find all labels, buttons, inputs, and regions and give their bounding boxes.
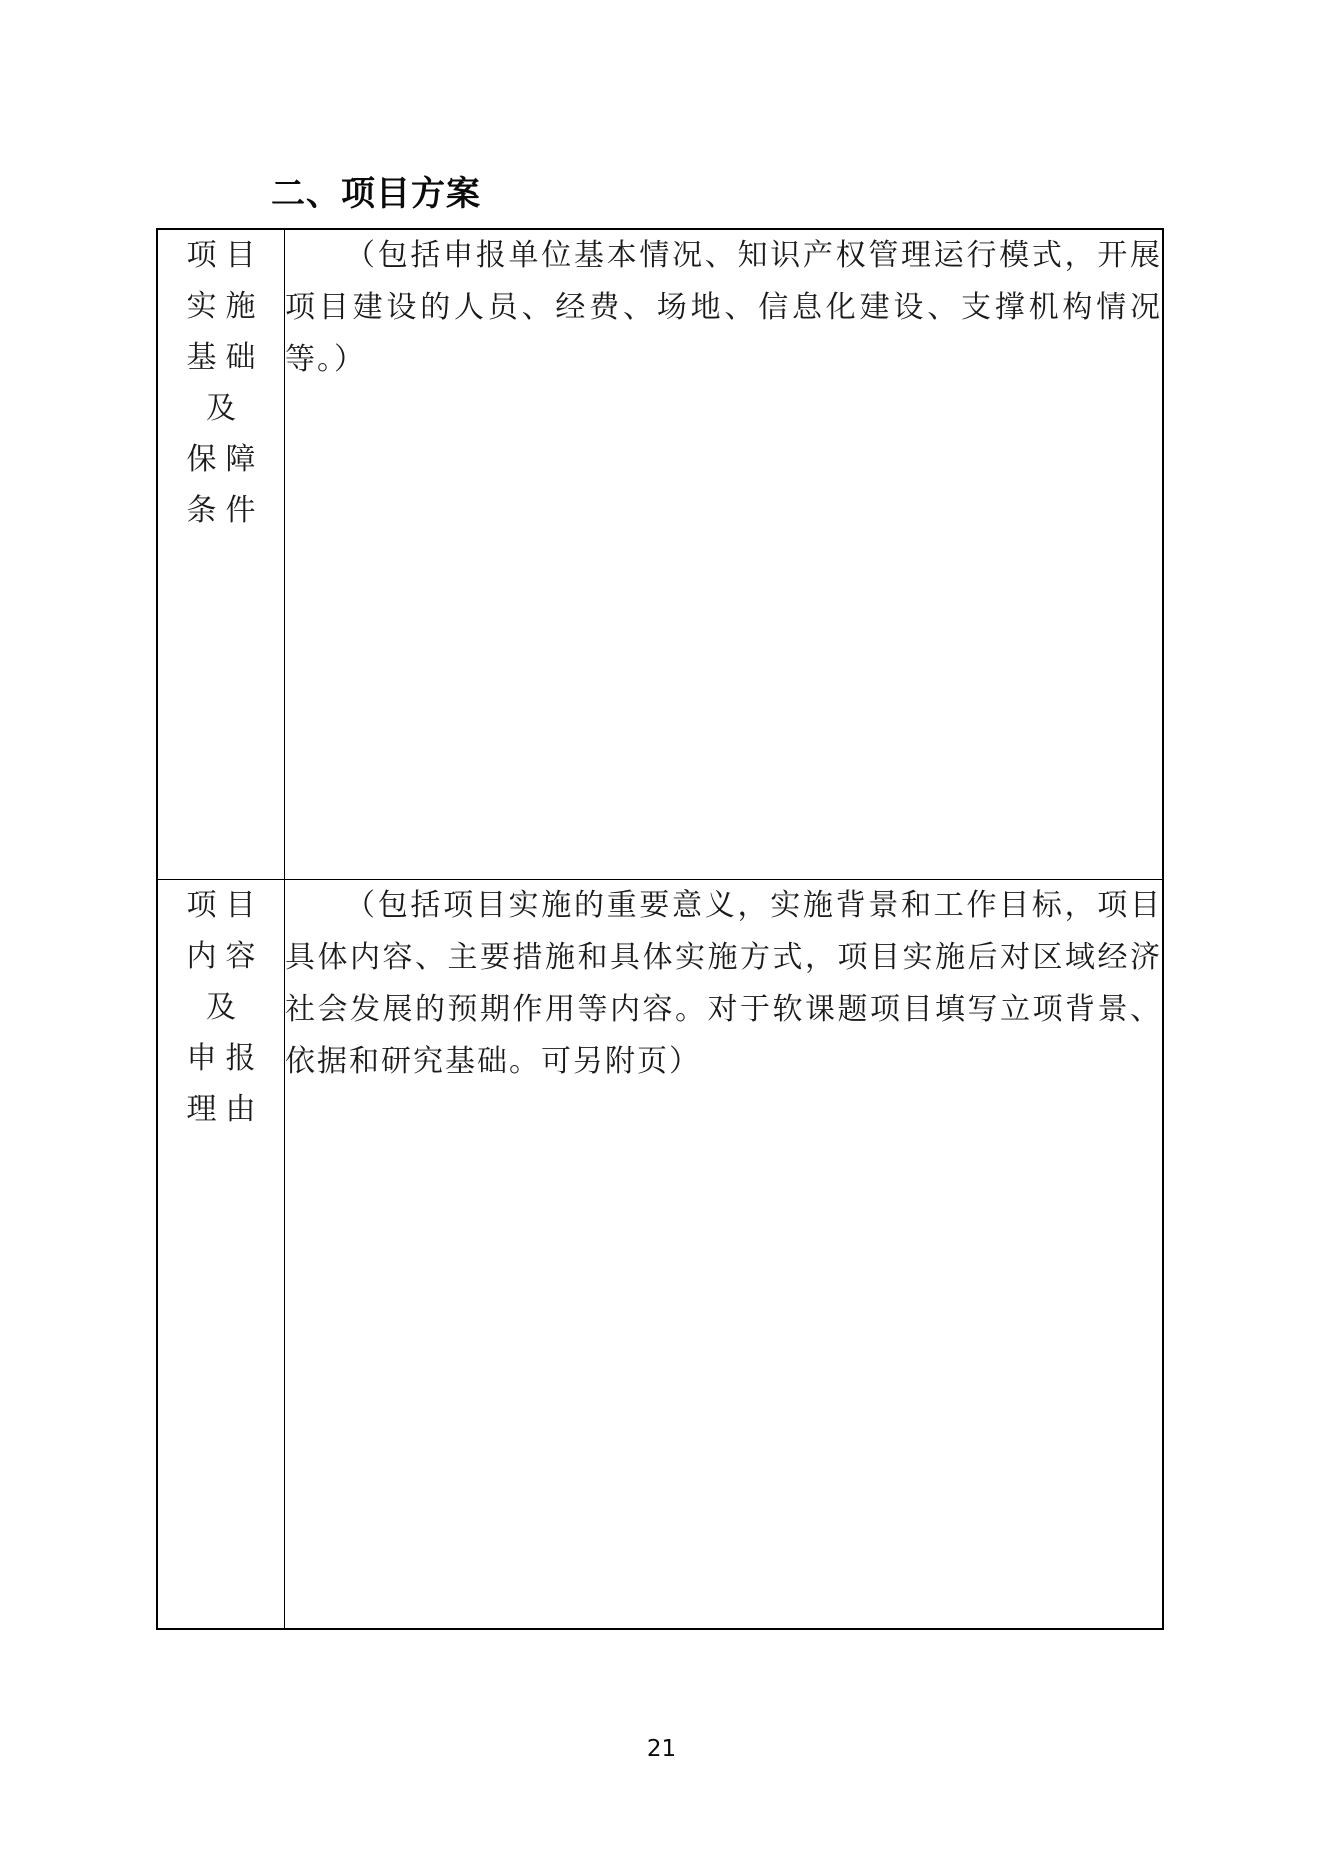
- label-line: 理由: [186, 1091, 265, 1127]
- content-cell-implementation-basis: [285, 229, 1164, 879]
- label-cell-content-reasons: [157, 879, 285, 1629]
- label-line: 项目: [186, 238, 265, 273]
- label-line: 基础: [186, 340, 265, 375]
- section-title: 二、项目方案: [271, 174, 481, 214]
- instructions-content-reasons: （包括项目实施的重要意义，实施背景和工作目标，项目具体内容、主要措施和具体实施方式，项目实施后对区域经济社会发展的预期作用等内容。对于软课题项目填写立项背景、依据和研究基础。可另附页）: [285, 887, 1162, 1079]
- instructions-implementation-basis: （包括申报单位基本情况、知识产权管理运行模式，开展项目建设的人员、经费、场地、信息化建设、支撑机构情况等。）: [285, 238, 1162, 377]
- content-cell-content-reasons: [285, 879, 1164, 1629]
- table-row-content-reasons: [157, 879, 1163, 1629]
- label-line: 及: [206, 989, 245, 1025]
- label-line: 项目: [186, 887, 265, 923]
- label-line: 及: [206, 391, 245, 426]
- label-line: 条件: [186, 493, 265, 528]
- label-cell-implementation-basis: [157, 229, 285, 879]
- project-plan-table: [156, 228, 1164, 1630]
- table-row-implementation-basis: [157, 229, 1163, 879]
- label-line: 保障: [186, 442, 265, 477]
- label-line: 申报: [186, 1040, 265, 1076]
- page-number: 21: [646, 1736, 677, 1762]
- label-line: 内容: [186, 938, 265, 974]
- label-line: 实施: [186, 289, 265, 324]
